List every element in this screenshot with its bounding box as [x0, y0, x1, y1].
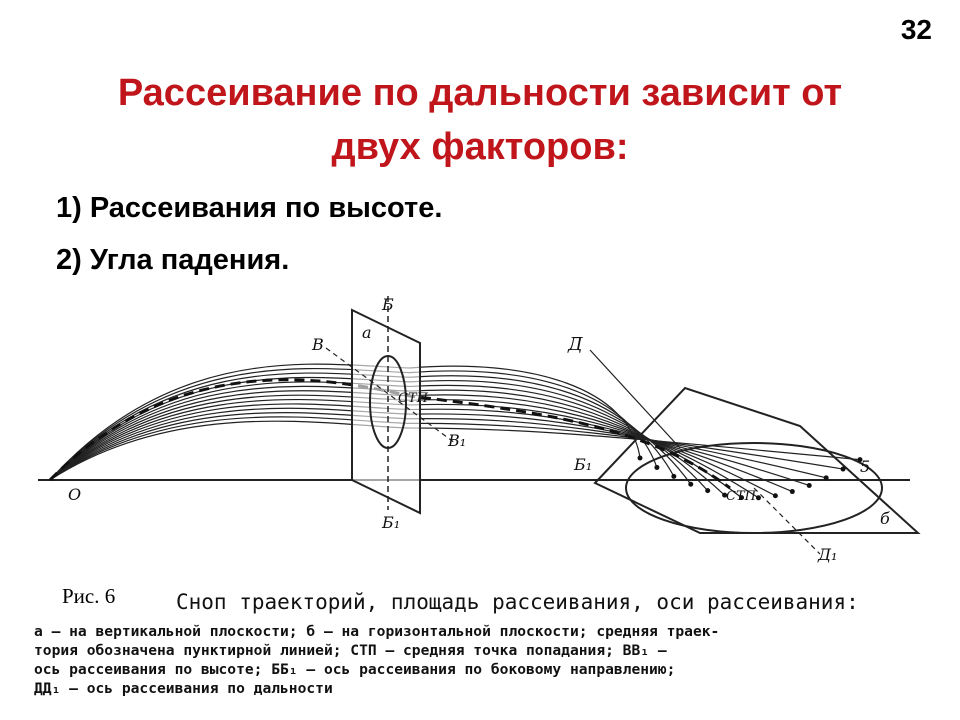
label-b-top: Б	[382, 295, 394, 314]
label-d: Д	[568, 334, 583, 355]
label-stp-ground: СТП	[726, 489, 756, 504]
caption-line-1: а — на вертикальной плоскости; б — на горизонтальной плоскости; средняя траек-	[34, 623, 720, 640]
axis-dd1-lower	[754, 488, 820, 554]
label-b1-ground: Б₁	[574, 455, 593, 474]
label-stp-plane: СТП	[398, 391, 428, 406]
label-d1: Д₁	[818, 545, 838, 564]
impact-point	[654, 465, 659, 470]
title-line-2: двух факторов:	[331, 126, 629, 168]
label-v1: В₁	[448, 431, 467, 450]
impact-point	[705, 488, 710, 493]
caption-body	[34, 622, 934, 698]
factor-2: 2) Угла падения.	[56, 244, 290, 276]
label-v: В	[312, 335, 324, 354]
label-b-bottom: Б₁	[382, 513, 401, 532]
slide-number: 32	[900, 14, 932, 45]
label-o: О	[68, 485, 82, 504]
slide-title	[0, 66, 960, 174]
impact-point	[773, 493, 778, 498]
label-5: 5	[860, 457, 871, 476]
trajectory-line	[50, 421, 860, 480]
caption-title: Сноп траекторий, площадь рассеивания, оси рассеивания:	[176, 590, 859, 614]
impact-point	[756, 495, 761, 500]
impact-point	[790, 489, 795, 494]
label-b: б	[880, 509, 890, 528]
factor-1: 1) Рассеивания по высоте.	[56, 192, 443, 224]
figure-label: Рис. 6	[62, 584, 116, 608]
caption-line-3: ось рассеивания по высоте; ББ₁ — ось рассеивания по боковому направлению;	[34, 661, 676, 678]
impact-point	[638, 456, 643, 461]
impact-point	[671, 474, 676, 479]
impact-point	[824, 475, 829, 480]
impact-point	[688, 482, 693, 487]
caption-line-2: тория обозначена пунктирной линией; СТП — средняя точка попадания; ВВ₁ —	[34, 642, 667, 659]
trajectory-diagram	[30, 288, 930, 578]
caption-line-4: ДД₁ — ось рассеивания по дальности	[34, 680, 333, 697]
impact-point	[807, 483, 812, 488]
impact-point	[841, 467, 846, 472]
label-a: а	[362, 323, 372, 342]
title-line-1: Рассеивание по дальности зависит от	[117, 72, 843, 114]
